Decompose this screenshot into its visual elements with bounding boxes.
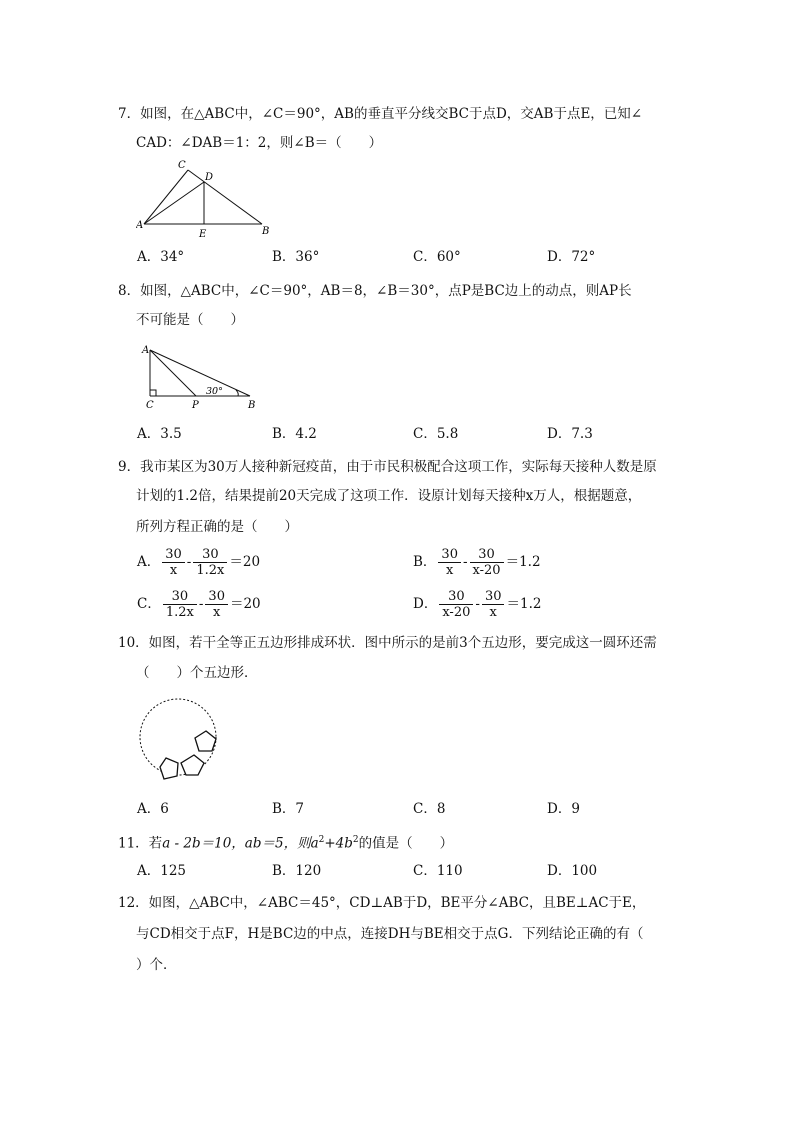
q7-option-c[interactable]: C．60° <box>413 249 461 265</box>
fraction-numerator: 30 <box>162 547 185 563</box>
q7-option-a[interactable]: A．34° <box>137 249 185 265</box>
q8-label-p: P <box>192 400 199 411</box>
q11-expr-b: +4b <box>324 835 353 852</box>
fraction-denominator: x-20 <box>442 605 471 620</box>
q9-option-a-minus: - <box>186 554 192 570</box>
q9-option-d-minus: - <box>475 596 480 612</box>
fraction-numerator: 30 <box>193 547 227 563</box>
q9-line3: 所列方程正确的是（ ） <box>136 519 298 535</box>
q7-figure <box>136 158 276 238</box>
q7-option-b[interactable]: B．36° <box>272 249 320 265</box>
q7-label-a: A <box>136 220 144 231</box>
fraction-numerator: 30 <box>482 589 505 605</box>
q7-side-ac <box>144 170 188 224</box>
q8-line1: 8．如图，△ABC中，∠C＝90°，AB＝8，∠B＝30°，点P是BC边上的动点，则AP长 <box>118 283 632 299</box>
q11-option-d[interactable]: D．100 <box>547 863 598 879</box>
fraction-denominator: 1.2x <box>165 605 194 620</box>
q7-line2: CAD：∠DAB＝1：2，则∠B＝（ ） <box>136 135 383 151</box>
q7-option-d[interactable]: D．72° <box>547 249 596 265</box>
q9-option-c-rhs: ＝20 <box>229 596 261 612</box>
q9-option-b-fraction2 <box>470 547 504 578</box>
q8-line2: 不可能是（ ） <box>136 312 244 328</box>
q12-line1: 12．如图，△ABC中，∠ABC＝45°，CD⊥AB于D，BE平分∠ABC，且BE⊥AC于E， <box>118 895 646 911</box>
q8-label-angle: 30° <box>206 386 223 397</box>
q10-option-a[interactable]: A．6 <box>137 801 169 817</box>
fraction-denominator: x <box>213 605 221 620</box>
q7-side-cb <box>188 170 262 224</box>
fraction-denominator: x-20 <box>472 563 501 578</box>
q9-option-b-fraction1 <box>438 547 461 578</box>
q11-sup-1: 2 <box>318 835 325 845</box>
q8-option-b[interactable]: B．4.2 <box>272 426 317 442</box>
q8-label-c: C <box>146 400 154 411</box>
q11-option-a[interactable]: A．125 <box>137 863 187 879</box>
q8-side-ab <box>150 350 250 396</box>
q9-option-d-rhs: ＝1.2 <box>506 596 542 612</box>
fraction-numerator: 30 <box>470 547 504 563</box>
q7-label-d: D <box>205 172 214 183</box>
fraction-numerator: 30 <box>163 589 197 605</box>
q11-option-b[interactable]: B．120 <box>272 863 322 879</box>
q7-label-c: C <box>178 160 186 171</box>
q11-condition: a - 2b＝10，ab＝5，则 <box>162 835 311 852</box>
q8-right-angle-mark <box>150 390 156 396</box>
fraction-numerator: 30 <box>205 589 228 605</box>
q9-option-a-fraction1 <box>162 547 185 578</box>
q9-option-a-label: A． <box>137 554 161 570</box>
q9-line2: 计划的1.2倍，结果提前20天完成了这项工作．设原计划每天接种x万人，根据题意， <box>136 488 642 504</box>
q7-segment-ad <box>144 182 204 224</box>
q9-option-c-minus: - <box>198 596 204 612</box>
q9-option-c-label: C． <box>137 596 161 612</box>
q10-line2: （ ）个五边形． <box>136 665 258 681</box>
fraction-numerator: 30 <box>439 589 473 605</box>
q9-option-d-fraction1 <box>439 589 473 620</box>
q7-label-e: E <box>199 229 207 238</box>
q8-label-a: A <box>142 345 150 356</box>
q10-pentagon-3 <box>195 731 216 751</box>
fraction-numerator: 30 <box>438 547 461 563</box>
q9-option-b-minus: - <box>462 554 468 570</box>
q8-option-c[interactable]: C．5.8 <box>413 426 459 442</box>
q9-option-d-fraction2 <box>482 589 505 620</box>
q7-line1: 7．如图，在△ABC中，∠C＝90°，AB的垂直平分线交BC于点D，交AB于点E，已知∠ <box>118 106 643 122</box>
q9-option-a-fraction2 <box>193 547 227 578</box>
q10-option-d[interactable]: D．9 <box>547 801 580 817</box>
q12-line2: 与CD相交于点F，H是BC边的中点，连接DH与BE相交于点G．下列结论正确的有（ <box>136 926 644 942</box>
q11-line <box>118 830 453 854</box>
q10-option-b[interactable]: B．7 <box>272 801 305 817</box>
q11-expr-a: a <box>310 835 319 852</box>
q11-option-c[interactable]: C．110 <box>413 863 463 879</box>
q10-pentagon-1 <box>160 758 178 779</box>
q11-sup-2: 2 <box>352 835 359 845</box>
fraction-denominator: 1.2x <box>196 563 225 578</box>
q9-option-c-fraction1 <box>163 589 197 620</box>
fraction-denominator: x <box>169 563 178 578</box>
q9-line1: 9．我市某区为30万人接种新冠疫苗，由于市民积极配合这项工作，实际每天接种人数是原 <box>118 459 657 475</box>
q10-pentagon-2 <box>181 755 204 775</box>
q9-option-c-fraction2 <box>205 589 228 620</box>
fraction-denominator: x <box>489 605 497 620</box>
q9-option-b-label: B． <box>413 554 437 570</box>
q11-prefix: 11．若 <box>118 835 163 852</box>
q9-option-d-label: D． <box>413 596 438 612</box>
q8-label-b: B <box>248 400 256 411</box>
q8-option-a[interactable]: A．3.5 <box>137 426 182 442</box>
fraction-denominator: x <box>446 563 454 578</box>
q9-option-c[interactable] <box>137 589 261 620</box>
q9-option-b[interactable] <box>413 547 541 578</box>
q12-line3: ）个． <box>136 957 177 973</box>
q10-option-c[interactable]: C．8 <box>413 801 446 817</box>
q9-option-a-rhs: ＝20 <box>229 554 261 570</box>
q9-option-b-rhs: ＝1.2 <box>505 554 541 570</box>
q9-option-a[interactable] <box>137 547 260 578</box>
q9-option-d[interactable] <box>413 589 541 620</box>
q10-figure <box>136 693 222 787</box>
q10-line1: 10．如图，若干全等正五边形排成环状．图中所示的是前3个五边形，要完成这一圆环还需 <box>118 635 657 651</box>
q11-suffix: 的值是（ ） <box>358 835 454 852</box>
q8-segment-ap <box>150 350 196 396</box>
q7-label-b: B <box>262 226 270 237</box>
q8-option-d[interactable]: D．7.3 <box>547 426 593 442</box>
q8-figure <box>138 340 268 412</box>
